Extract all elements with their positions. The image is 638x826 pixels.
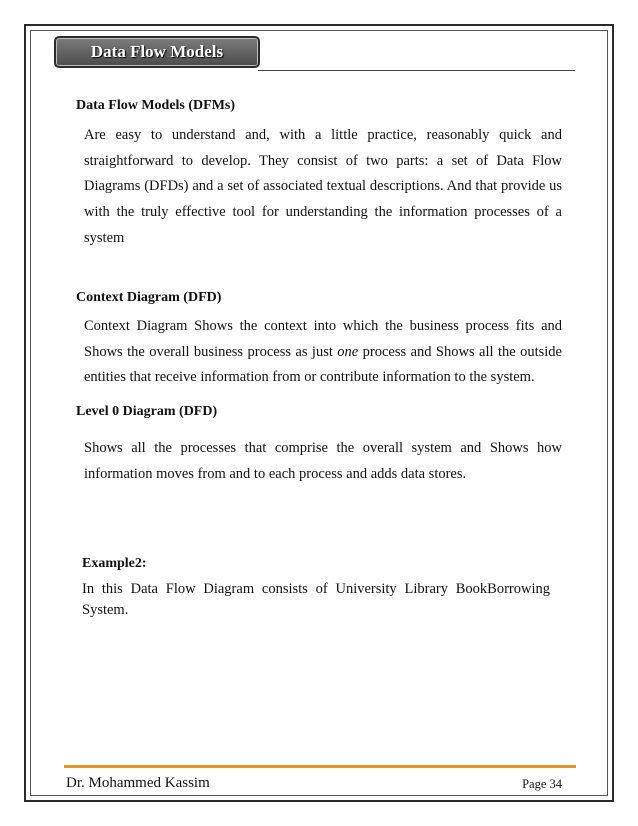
paragraph-context-diagram	[84, 314, 562, 391]
paragraph-example2: In this Data Flow Diagram consists of University Library BookBorrowing System.	[82, 581, 550, 618]
footer-page-number: Page 34	[522, 777, 562, 791]
section-title: Data Flow Models	[90, 42, 224, 61]
title-underline	[258, 70, 575, 71]
paragraph-context-text-1: Context Diagram Shows the context into which the business process fits and Shows the overall business process as just	[84, 318, 562, 360]
footer-author: Dr. Mohammed Kassim	[66, 775, 210, 791]
heading-level0-diagram: Level 0 Diagram (DFD)	[76, 404, 218, 419]
heading-context-diagram: Context Diagram (DFD)	[76, 290, 222, 305]
heading-dfms: Data Flow Models (DFMs)	[76, 98, 236, 113]
paragraph-dfms: Are easy to understand and, with a little practice, reasonably quick and straightforward to develop. They consist of two parts: a set of Data Flow Diagrams (DFDs) and a set of associated textual descriptions. And that provide us with the truly effective tool for understanding the information processes of a system	[84, 127, 562, 246]
footer-rule	[64, 765, 576, 768]
section-title-tab	[54, 36, 260, 68]
paragraph-level0-diagram: Shows all the processes that comprise the overall system and Shows how information moves from and to each process and adds data stores.	[84, 440, 562, 482]
paragraph-context-italic: one	[337, 343, 359, 360]
paragraph-context-text-2: process and Shows all the outside entities that receive information from or contribute information to the system.	[84, 343, 562, 386]
heading-example2: Example2:	[82, 556, 147, 571]
